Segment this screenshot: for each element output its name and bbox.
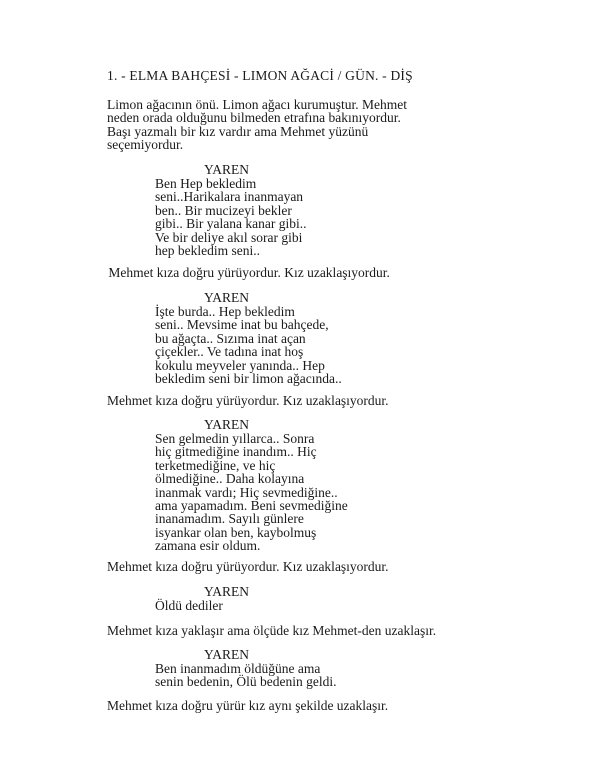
dialogue-block: Sen gelmedin yıllarca.. Sonra hiç gitmediğine inandım.. Hiç terketmediğine, ve hiç ölmediğine.. Daha kolayına inanmak vardı; Hiç sevmediğine.. ama yapamadım. Beni sevmediğine inanamadım. Sayılı günlere isyankar olan ben, kaybolmuş zamana esir oldum.: [155, 431, 348, 554]
dialogue-block: Ben inanmadım öldüğüne ama senin bedenin, Ölü bedenin geldi.: [155, 661, 337, 690]
character-name: YAREN: [204, 584, 250, 599]
character-name: YAREN: [204, 417, 250, 432]
dialogue-block: İşte burda.. Hep bekledim seni.. Mevsime inat bu bahçede, bu ağaçta.. Sızıma inat açan çiçekler.. Ve tadına inat hoş kokulu meyveler yanında.. Hep bekledim seni bir limon ağacında..: [155, 304, 342, 387]
action-paragraph: Mehmet kıza doğru yürüyordur. Kız uzaklaşıyordur.: [105, 265, 390, 280]
action-paragraph: Limon ağacının önü. Limon ağacı kurumuştur. Mehmet neden orada olduğunu bilmeden etrafına bakınıyordur. Başı yazmalı bir kız vardır ama Mehmet yüzünü seçemiyordur.: [107, 97, 407, 153]
action-paragraph: Mehmet kıza doğru yürüyordur. Kız uzaklaşıyordur.: [107, 559, 389, 574]
character-name: YAREN: [204, 647, 250, 662]
action-paragraph: Mehmet kıza yaklaşır ama ölçüde kız Mehmet-den uzaklaşır.: [107, 623, 437, 638]
scene-heading: 1. - ELMA BAHÇESİ - LIMON AĞACİ / GÜN. - DİŞ: [107, 68, 413, 83]
action-paragraph: Mehmet kıza doğru yürüyordur. Kız uzaklaşıyordur.: [107, 393, 389, 408]
character-name: YAREN: [204, 162, 250, 177]
character-name: YAREN: [204, 290, 250, 305]
dialogue-block: Ben Hep bekledim seni..Harikalara inanmayan ben.. Bir mucizeyi bekler gibi.. Bir yalana kanar gibi.. Ve bir deliye akıl sorar gibi hep bekledim seni..: [155, 176, 307, 259]
action-paragraph: Mehmet kıza doğru yürür kız aynı şekilde uzaklaşır.: [107, 698, 389, 713]
dialogue-block: Öldü dediler: [155, 598, 223, 613]
